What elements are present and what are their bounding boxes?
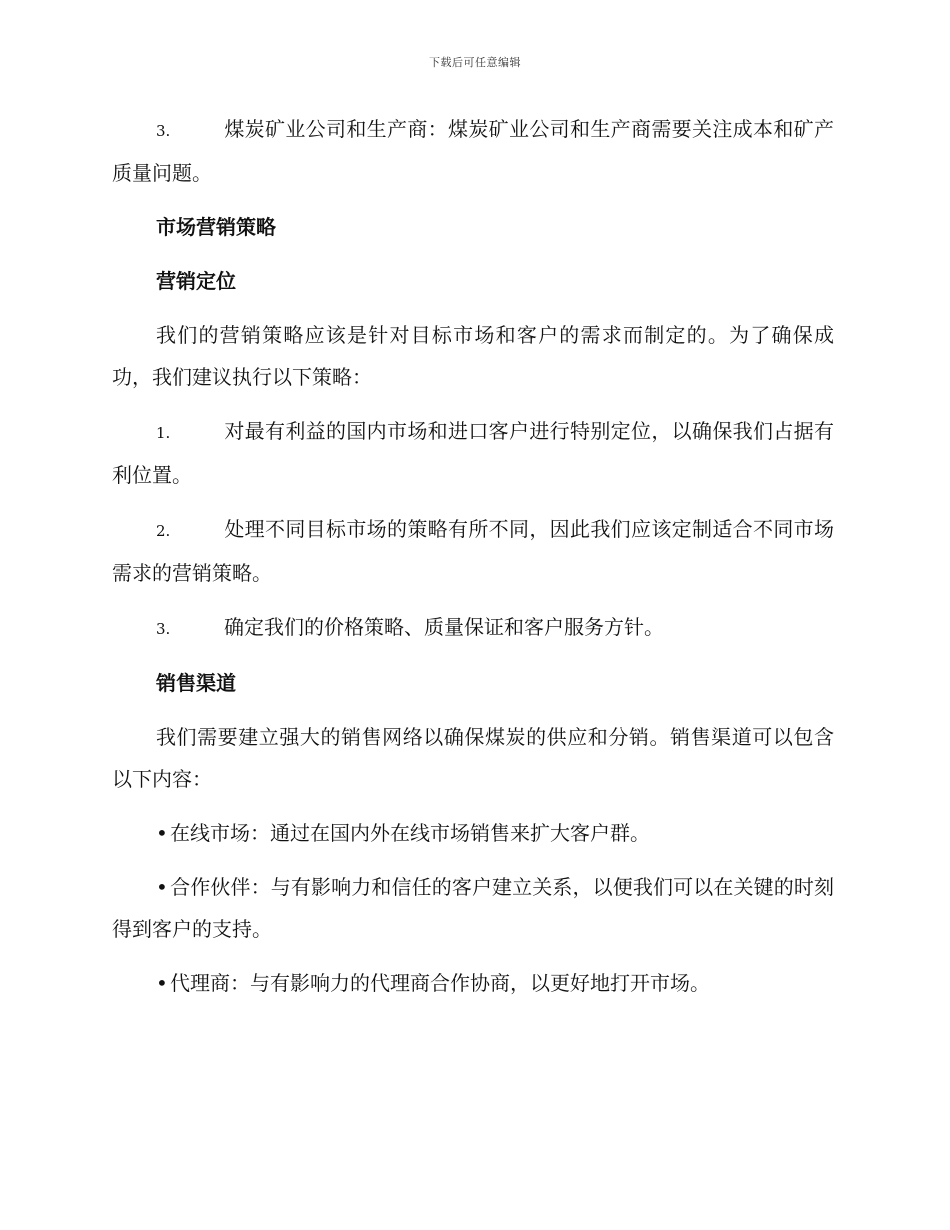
list-number: 1.	[156, 424, 171, 442]
list-number: 3.	[156, 122, 171, 140]
bullet-icon: •	[156, 821, 168, 845]
bullet-item-text: 在线市场：通过在国内外在线市场销售来扩大客户群。	[170, 821, 650, 845]
list-number: 2.	[156, 522, 171, 540]
list-item-strategy-3	[112, 606, 834, 650]
bullet-item-text: 合作伙伴：与有影响力和信任的客户建立关系，以便我们可以在关键的时刻得到客户的支持。	[112, 875, 834, 941]
bullet-item-partners	[112, 866, 834, 950]
list-item-strategy-1	[112, 410, 834, 496]
list-item-text: 煤炭矿业公司和生产商：煤炭矿业公司和生产商需要关注成本和矿产质量问题。	[112, 117, 834, 185]
bullet-icon: •	[156, 971, 168, 995]
bullet-item-agents	[112, 962, 834, 1004]
bullet-item-online-market	[112, 812, 834, 854]
bullet-item-text: 代理商：与有影响力的代理商合作协商，以更好地打开市场。	[170, 971, 710, 995]
list-item-text: 处理不同目标市场的策略有所不同，因此我们应该定制适合不同市场需求的营销策略。	[112, 517, 834, 585]
paragraph-sales-channels: 我们需要建立强大的销售网络以确保煤炭的供应和分销。销售渠道可以包含以下内容：	[112, 725, 834, 791]
bullet-icon: •	[156, 875, 168, 899]
page-header: 下载后可任意编辑	[429, 56, 521, 69]
list-item-text: 确定我们的价格策略、质量保证和客户服务方针。	[224, 615, 664, 639]
section-heading-marketing-strategy: 市场营销策略	[156, 215, 276, 239]
section-heading-sales-channels: 销售渠道	[156, 671, 236, 695]
document-body	[112, 108, 834, 1016]
section-heading-positioning: 营销定位	[156, 269, 236, 293]
list-number: 3.	[156, 620, 171, 638]
list-item-strategy-2	[112, 508, 834, 594]
list-item-text: 对最有利益的国内市场和进口客户进行特别定位，以确保我们占据有利位置。	[112, 419, 834, 487]
paragraph-positioning: 我们的营销策略应该是针对目标市场和客户的需求而制定的。为了确保成功，我们建议执行以下策略：	[112, 323, 834, 389]
list-item-coal-producers	[112, 108, 834, 194]
